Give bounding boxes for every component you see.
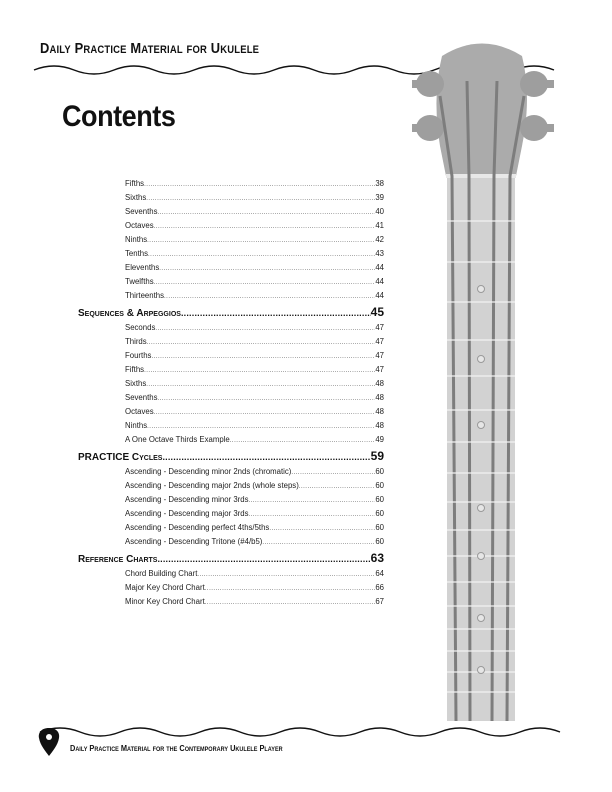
toc-page-number: 63 bbox=[370, 551, 384, 565]
toc-page-number: 60 bbox=[375, 537, 384, 546]
toc-entry-label: Ninths bbox=[125, 235, 148, 244]
toc-page-number: 38 bbox=[375, 179, 384, 188]
toc-page-number: 60 bbox=[375, 509, 384, 518]
toc-entry-label: Ascending - Descending minor 2nds (chromatic) bbox=[125, 467, 292, 476]
toc-leader-dots bbox=[205, 582, 376, 595]
footer-text: Daily Practice Material for the Contemporary Ukulele Player bbox=[70, 744, 283, 753]
toc-leader-dots bbox=[144, 364, 375, 377]
toc-page-number: 47 bbox=[375, 351, 384, 360]
toc-page-number: 60 bbox=[375, 481, 384, 490]
toc-leader-dots bbox=[146, 378, 375, 391]
toc-page-number: 64 bbox=[375, 569, 384, 578]
toc-page-number: 47 bbox=[375, 337, 384, 346]
toc-page-number: 40 bbox=[375, 207, 384, 216]
ukulele-neck bbox=[447, 156, 515, 721]
toc-page-number: 48 bbox=[375, 407, 384, 416]
toc-page-number: 47 bbox=[375, 365, 384, 374]
toc-leader-dots bbox=[299, 480, 376, 493]
toc-entry-label: Major Key Chord Chart bbox=[125, 583, 205, 592]
toc-leader-dots bbox=[155, 322, 375, 335]
toc-leader-dots bbox=[154, 220, 376, 233]
toc-entry-row[interactable] bbox=[78, 261, 384, 275]
toc-entry-row[interactable] bbox=[78, 219, 384, 233]
toc-page-number: 48 bbox=[375, 379, 384, 388]
toc-leader-dots bbox=[151, 350, 375, 363]
toc-leader-dots bbox=[146, 192, 375, 205]
toc-leader-dots bbox=[269, 522, 375, 535]
toc-page-number: 43 bbox=[375, 249, 384, 258]
toc-page-number: 45 bbox=[370, 305, 384, 319]
toc-entry-row[interactable] bbox=[78, 391, 384, 405]
toc-section-row[interactable] bbox=[78, 549, 384, 567]
ukulele-neck-illustration bbox=[412, 36, 562, 726]
toc-leader-dots bbox=[158, 392, 376, 405]
toc-entry-row[interactable] bbox=[78, 335, 384, 349]
toc-entry-label: Ninths bbox=[125, 421, 148, 430]
footer-wave-divider bbox=[0, 722, 612, 742]
toc-entry-label: Sevenths bbox=[125, 207, 158, 216]
toc-entry-row[interactable] bbox=[78, 377, 384, 391]
toc-page-number: 67 bbox=[375, 597, 384, 606]
toc-page-number: 42 bbox=[375, 235, 384, 244]
toc-entry-row[interactable] bbox=[78, 363, 384, 377]
toc-leader-dots bbox=[249, 508, 376, 521]
toc-entry-label: Thirds bbox=[125, 337, 147, 346]
toc-entry-row[interactable] bbox=[78, 289, 384, 303]
toc-page-number: 60 bbox=[375, 495, 384, 504]
toc-page-number: 48 bbox=[375, 393, 384, 402]
toc-entry-row[interactable] bbox=[78, 191, 384, 205]
toc-page-number: 44 bbox=[375, 263, 384, 272]
toc-entry-row[interactable] bbox=[78, 595, 384, 609]
toc-entry-label: Fifths bbox=[125, 365, 145, 374]
toc-entry-row[interactable] bbox=[78, 479, 384, 493]
toc-entry-label: Twelfths bbox=[125, 277, 154, 286]
toc-entry-label: Ascending - Descending Tritone (#4/b5) bbox=[125, 537, 263, 546]
toc-entry-label: Sevenths bbox=[125, 393, 158, 402]
toc-leader-dots bbox=[230, 434, 376, 447]
toc-entry-label: Ascending - Descending major 3rds bbox=[125, 509, 249, 518]
toc-leader-dots bbox=[157, 550, 370, 567]
guitar-pick-icon bbox=[38, 727, 60, 757]
toc-page-number: 60 bbox=[375, 467, 384, 476]
toc-leader-dots bbox=[205, 596, 376, 609]
toc-leader-dots bbox=[181, 304, 371, 321]
toc-leader-dots bbox=[162, 448, 370, 465]
toc-entry-row[interactable] bbox=[78, 465, 384, 479]
toc-page-number: 49 bbox=[375, 435, 384, 444]
toc-section-row[interactable] bbox=[78, 447, 384, 465]
toc-entry-label: Thirteenths bbox=[125, 291, 165, 300]
toc-leader-dots bbox=[147, 234, 375, 247]
toc-entry-label: Fifths bbox=[125, 179, 145, 188]
toc-entry-label: Minor Key Chord Chart bbox=[125, 597, 205, 606]
toc-entry-label: Sequences & Arpeggios bbox=[78, 308, 181, 319]
toc-entry-label: Seconds bbox=[125, 323, 156, 332]
toc-leader-dots bbox=[249, 494, 376, 507]
toc-entry-label: Reference Charts bbox=[78, 554, 158, 565]
toc-entry-label: Octaves bbox=[125, 407, 154, 416]
table-of-contents bbox=[78, 177, 384, 609]
toc-entry-row[interactable] bbox=[78, 567, 384, 581]
toc-page-number: 41 bbox=[375, 221, 384, 230]
toc-entry-row[interactable] bbox=[78, 507, 384, 521]
toc-leader-dots bbox=[144, 178, 375, 191]
toc-entry-row[interactable] bbox=[78, 521, 384, 535]
toc-leader-dots bbox=[154, 406, 376, 419]
toc-leader-dots bbox=[159, 262, 375, 275]
toc-page-number: 39 bbox=[375, 193, 384, 202]
toc-entry-row[interactable] bbox=[78, 321, 384, 335]
toc-entry-label: Elevenths bbox=[125, 263, 160, 272]
toc-page-number: 59 bbox=[370, 449, 384, 463]
toc-page-number: 44 bbox=[375, 277, 384, 286]
toc-entry-label: Octaves bbox=[125, 221, 154, 230]
toc-entry-row[interactable] bbox=[78, 581, 384, 595]
toc-page-number: 47 bbox=[375, 323, 384, 332]
toc-page-number: 60 bbox=[375, 523, 384, 532]
toc-entry-label: Sixths bbox=[125, 193, 147, 202]
toc-leader-dots bbox=[147, 336, 376, 349]
toc-entry-row[interactable] bbox=[78, 177, 384, 191]
toc-entry-row[interactable] bbox=[78, 433, 384, 447]
toc-leader-dots bbox=[154, 276, 376, 289]
toc-entry-label: Ascending - Descending perfect 4ths/5ths bbox=[125, 523, 270, 532]
toc-entry-row[interactable] bbox=[78, 349, 384, 363]
toc-entry-label: Fourths bbox=[125, 351, 152, 360]
toc-entry-row[interactable] bbox=[78, 493, 384, 507]
toc-entry-label: Chord Building Chart bbox=[125, 569, 198, 578]
toc-leader-dots bbox=[158, 206, 376, 219]
toc-entry-row[interactable] bbox=[78, 275, 384, 289]
toc-entry-row[interactable] bbox=[78, 419, 384, 433]
toc-leader-dots bbox=[262, 536, 375, 549]
toc-entry-row[interactable] bbox=[78, 233, 384, 247]
toc-entry-label: Tenths bbox=[125, 249, 148, 258]
page-title: Contents bbox=[62, 100, 176, 133]
toc-page-number: 44 bbox=[375, 291, 384, 300]
toc-leader-dots bbox=[148, 248, 375, 261]
toc-entry-row[interactable] bbox=[78, 247, 384, 261]
toc-entry-label: Ascending - Descending minor 3rds bbox=[125, 495, 249, 504]
header-title: Daily Practice Material for Ukulele bbox=[40, 40, 260, 57]
toc-leader-dots bbox=[164, 290, 375, 303]
toc-page-number: 48 bbox=[375, 421, 384, 430]
toc-section-row[interactable] bbox=[78, 303, 384, 321]
toc-entry-label: Ascending - Descending major 2nds (whole steps) bbox=[125, 481, 299, 490]
toc-leader-dots bbox=[197, 568, 375, 581]
toc-leader-dots bbox=[291, 466, 375, 479]
toc-entry-label: Sixths bbox=[125, 379, 147, 388]
toc-entry-row[interactable] bbox=[78, 535, 384, 549]
toc-leader-dots bbox=[147, 420, 375, 433]
toc-entry-row[interactable] bbox=[78, 205, 384, 219]
toc-entry-label: A One Octave Thirds Example bbox=[125, 435, 230, 444]
toc-entry-label: PRACTICE Cycles bbox=[78, 452, 163, 463]
toc-entry-row[interactable] bbox=[78, 405, 384, 419]
toc-page-number: 66 bbox=[375, 583, 384, 592]
